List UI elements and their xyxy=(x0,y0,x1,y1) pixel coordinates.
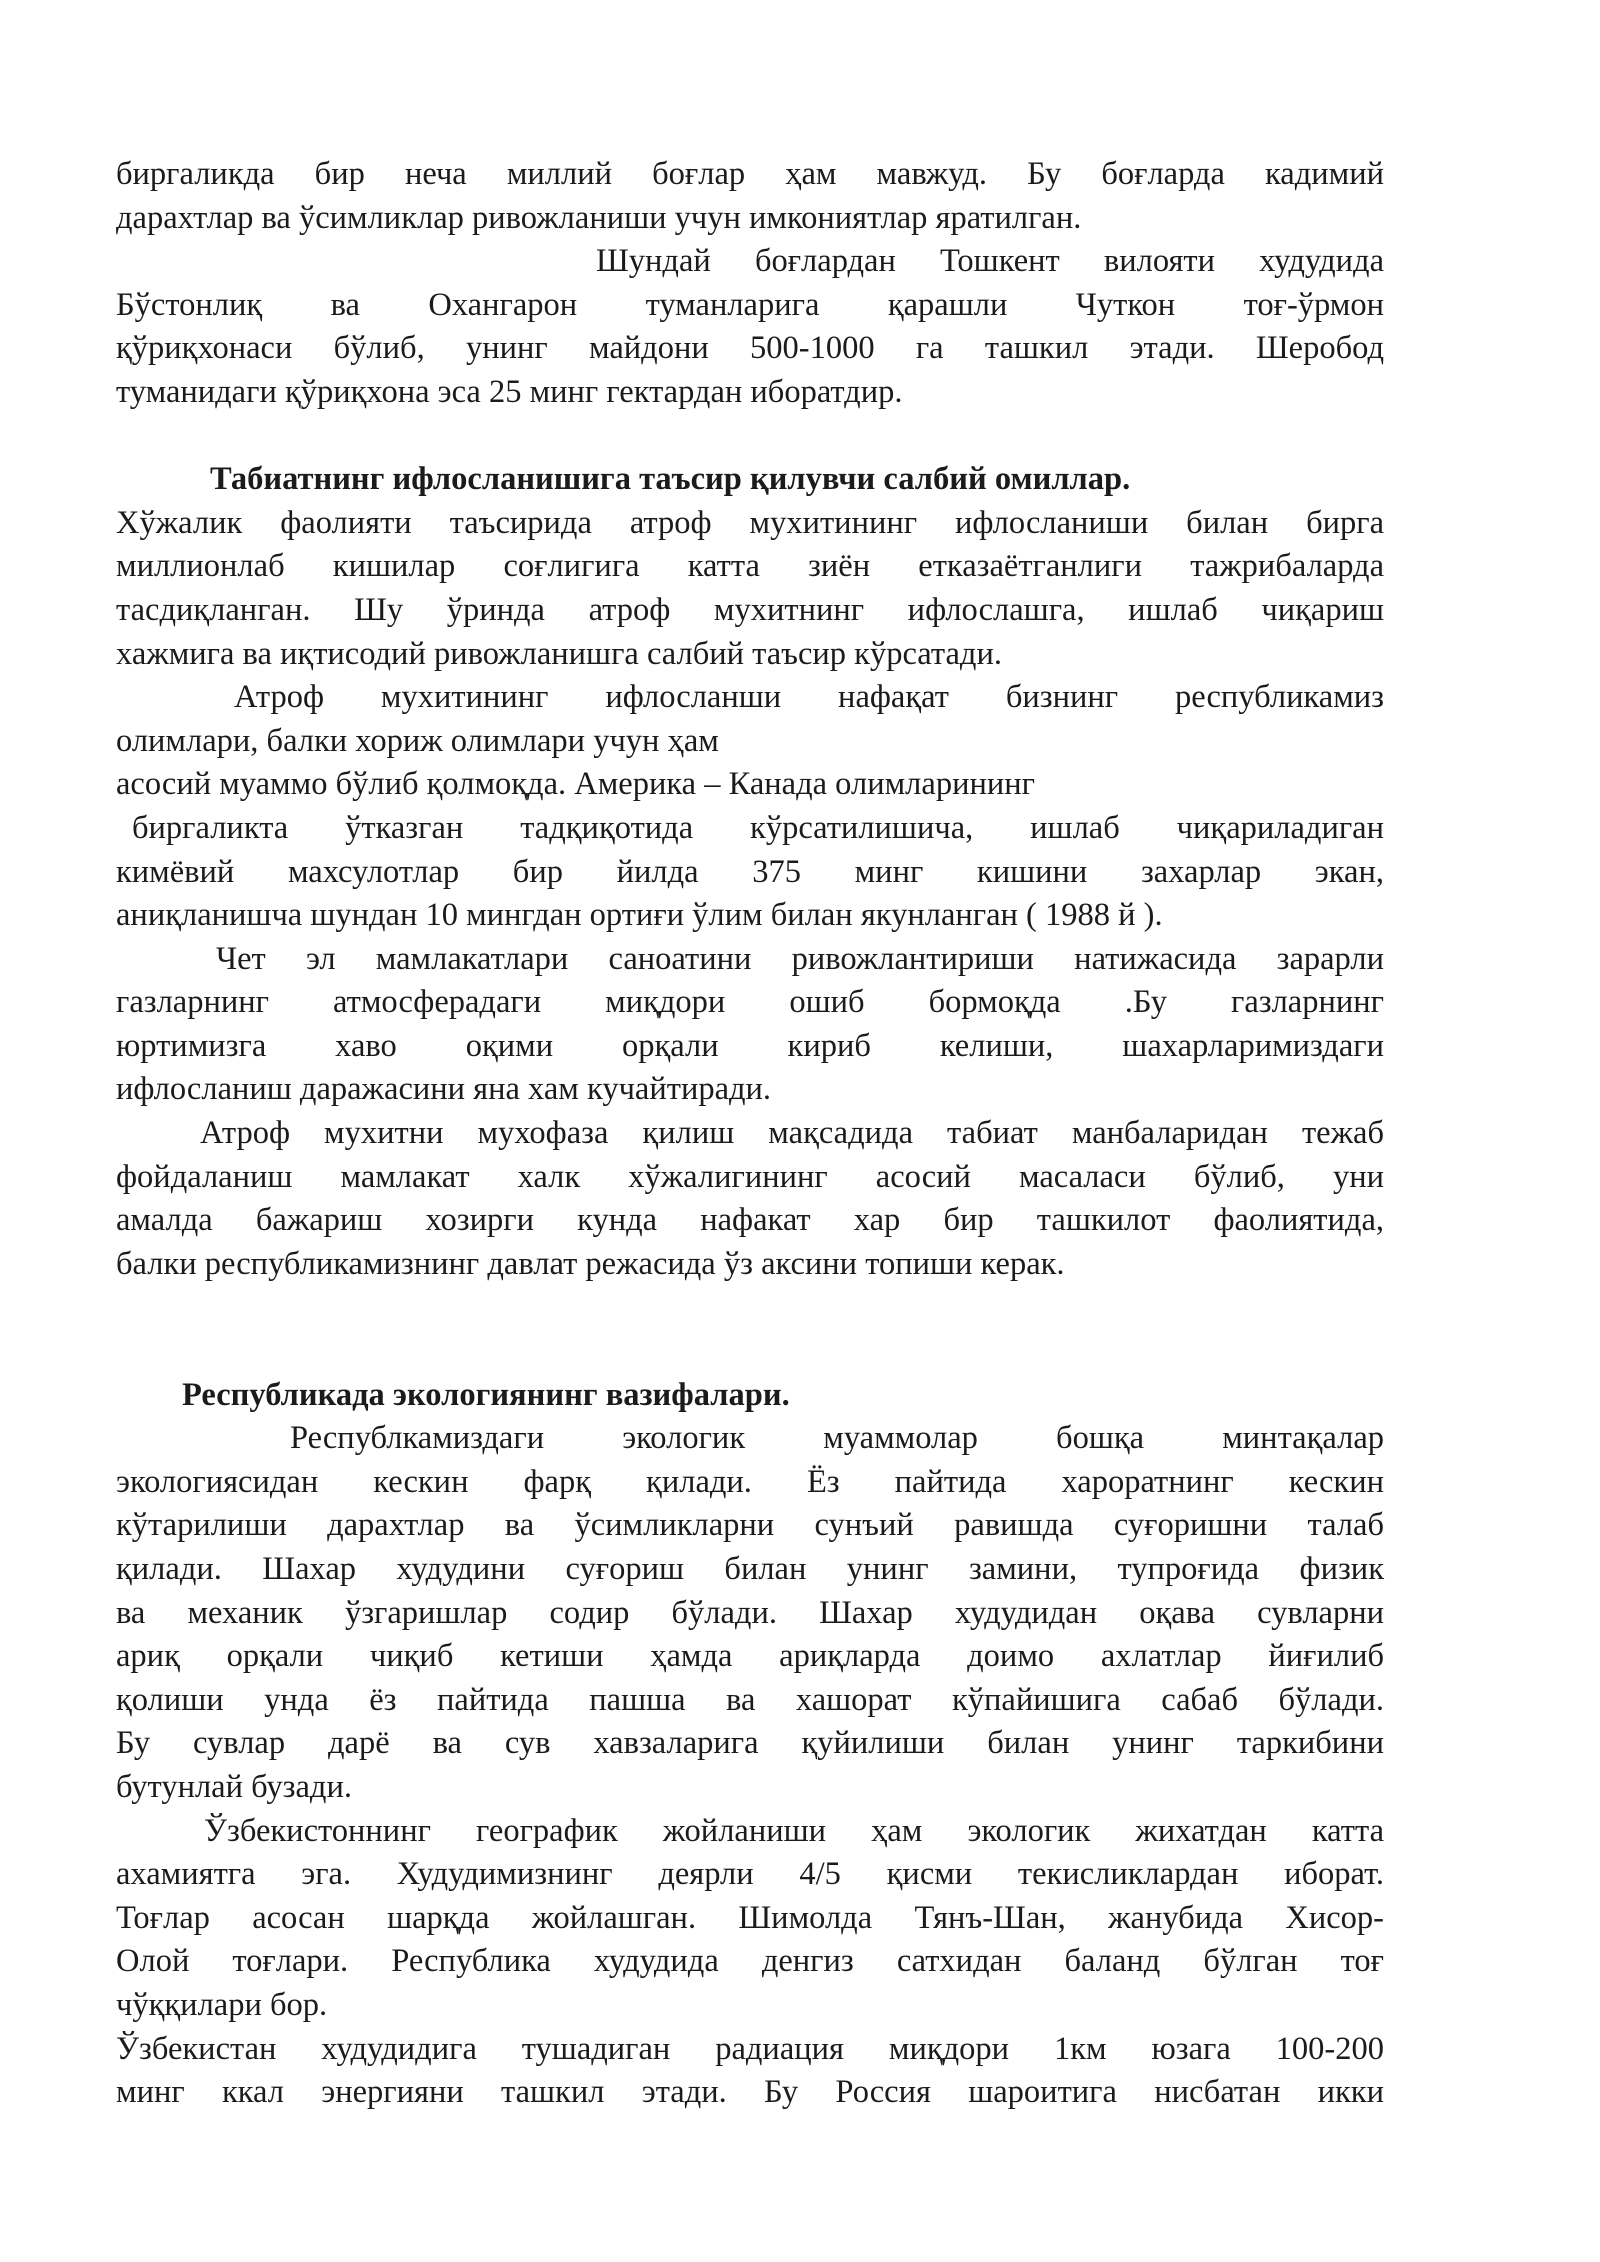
text-line: балки республикамизнинг давлат режасида ўз аксини топиши керак. xyxy=(116,1245,1065,1282)
text-line: Атроф мухитни мухофаза қилиш мақсадида табиат манбаларидан тежаб xyxy=(200,1115,1384,1152)
text-line: минг ккал энергияни ташкил этади. Бу Россия шароитига нисбатан икки xyxy=(116,2074,1384,2111)
text-line: фойдаланиш мамлакат халк хўжалигининг асосий масаласи бўлиб, уни xyxy=(116,1158,1384,1195)
text-line: тасдиқланган. Шу ўринда атроф мухитнинг ифлослашга, ишлаб чиқариш xyxy=(116,591,1384,628)
text-line: Бўстонлиқ ва Охангарон туманларига қарашли Чуткон тоғ-ўрмон xyxy=(116,286,1384,323)
text-line: кўтарилиши дарахтлар ва ўсимликларни сунъий равишда суғоришни талаб xyxy=(116,1507,1384,1544)
text-line: Хўжалик фаолияти таъсирида атроф мухитининг ифлосланиши билан бирга xyxy=(116,504,1384,541)
text-line: юртимизга хаво оқими орқали кириб келиши, шахарларимиздаги xyxy=(116,1027,1384,1064)
text-line: кимёвий махсулотлар бир йилда 375 минг кишини захарлар экан, xyxy=(116,853,1384,890)
text-line: ва механик ўзгаришлар содир бўлади. Шахар худудидан оқава сувларни xyxy=(116,1594,1384,1631)
text-line: биргаликда бир неча миллий боғлар ҳам мавжуд. Бу боғларда кадимий xyxy=(116,156,1384,192)
text-line: хажмига ва иқтисодий ривожланишга салбий таъсир кўрсатади. xyxy=(116,635,1002,672)
text-line: олимлари, балки хориж олимлари учун ҳам xyxy=(116,722,719,759)
text-line: миллионлаб кишилар соғлигига катта зиён етказаётганлиги тажрибаларда xyxy=(116,548,1384,585)
text-line: ифлосланиш даражасини яна хам кучайтиради. xyxy=(116,1071,772,1108)
text-line: аниқланишча шундан 10 мингдан ортиғи ўлим билан якунланган ( 1988 й ). xyxy=(116,897,1163,934)
text-line: Шундай боғлардан Тошкент вилояти худудида xyxy=(596,243,1384,280)
text-line: Ўзбекистан худудидига тушадиган радиация миқдори 1км юзага 100-200 xyxy=(116,2030,1384,2067)
text-line: газларнинг атмосферадаги миқдори ошиб бормоқда .Бу газларнинг xyxy=(116,984,1384,1021)
text-line: қилади. Шахар худудини суғориш билан унинг замини, тупроғида физик xyxy=(116,1551,1384,1587)
text-line: туманидаги қўриқхона эса 25 минг гектардан иборатдир. xyxy=(116,373,903,410)
text-line: Олой тоғлари. Республика худудида денгиз сатхидан баланд бўлган тоғ xyxy=(116,1943,1384,1980)
text-line: қўриқхонаси бўлиб, унинг майдони 500-1000 га ташкил этади. Шеробод xyxy=(116,330,1384,367)
text-line: амалда бажариш хозирги кунда нафакат хар бир ташкилот фаолиятида, xyxy=(116,1202,1384,1239)
document-page xyxy=(116,153,1384,2115)
text-line: ариқ орқали чиқиб кетиши ҳамда ариқларда доимо ахлатлар йиғилиб xyxy=(116,1638,1384,1675)
text-line: ахамиятга эга. Худудимизнинг деярли 4/5 қисми текисликлардан иборат. xyxy=(116,1856,1384,1893)
text-line: биргаликта ўтказган тадқиқотида кўрсатилишича, ишлаб чиқариладиган xyxy=(132,809,1384,846)
text-line: экологиясидан кескин фарқ қилади. Ёз пайтида хароратнинг кескин xyxy=(116,1463,1384,1500)
text-line: Атроф мухитининг ифлосланши нафақат бизнинг республикамиз xyxy=(234,679,1384,716)
text-line: Чет эл мамлакатлари саноатини ривожлантириши натижасида зарарли xyxy=(216,940,1384,977)
section-heading: Республикада экологиянинг вазифалари. xyxy=(182,1376,790,1413)
text-line: Республкамиздаги экологик муаммолар бошқа минтақалар xyxy=(290,1420,1384,1457)
text-line: дарахтлар ва ўсимликлар ривожланиши учун имкониятлар яратилган. xyxy=(116,199,1082,236)
text-line: чўққилари бор. xyxy=(116,1986,328,2023)
text-line: Ўзбекистоннинг географик жойланиши ҳам экологик жихатдан катта xyxy=(204,1812,1384,1849)
text-line: бутунлай бузади. xyxy=(116,1768,352,1805)
text-line: Тоғлар асосан шарқда жойлашган. Шимолда Тянъ-Шан, жанубида Хисор- xyxy=(116,1899,1384,1936)
text-line: қолиши унда ёз пайтида пашша ва хашорат кўпайишига сабаб бўлади. xyxy=(116,1681,1384,1718)
section-heading: Табиатнинг ифлосланишига таъсир қилувчи салбий омиллар. xyxy=(210,461,1131,498)
text-line: асосий муаммо бўлиб қолмоқда. Америка – Канада олимларининг xyxy=(116,766,1035,803)
text-line: Бу сувлар дарё ва сув хавзаларига қуйилиши билан унинг таркибини xyxy=(116,1725,1384,1762)
